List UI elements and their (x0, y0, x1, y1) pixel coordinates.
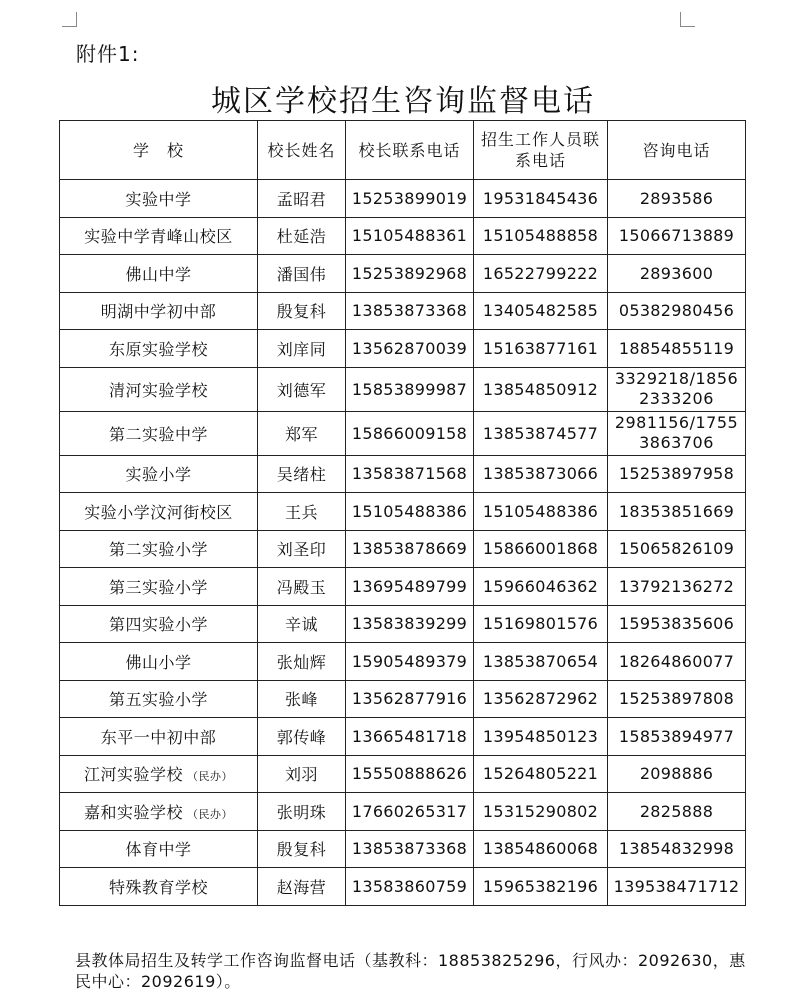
cell-school (60, 180, 258, 218)
cell-staff-phone: 13853870654 (474, 643, 608, 681)
cell-staff-phone: 13853874577 (474, 411, 608, 455)
table-row (60, 755, 746, 793)
school-name: 东平一中初中部 (100, 727, 217, 747)
cell-staff-phone: 15866001868 (474, 530, 608, 568)
school-name: 佛山小学 (125, 652, 192, 672)
cell-principal-phone: 13695489799 (346, 568, 474, 606)
cell-staff-phone: 15163877161 (474, 330, 608, 368)
cell-school (60, 755, 258, 793)
cell-principal: 张明珠 (258, 793, 346, 831)
school-name: 明湖中学初中部 (100, 302, 217, 322)
school-name: 实验小学汶河街校区 (84, 502, 233, 522)
table-row (60, 605, 746, 643)
cell-school (60, 330, 258, 368)
cell-school (60, 493, 258, 531)
cell-principal-phone: 13562877916 (346, 680, 474, 718)
cell-consult-phone: 15853894977 (608, 718, 746, 756)
cell-principal: 殷复科 (258, 292, 346, 330)
cell-consult-phone: 2981156/17553863706 (608, 411, 746, 455)
cell-principal: 刘羽 (258, 755, 346, 793)
cell-school (60, 530, 258, 568)
cell-school (60, 217, 258, 255)
cell-consult-phone: 15066713889 (608, 217, 746, 255)
school-name: 第二实验中学 (108, 424, 208, 444)
cell-school (60, 830, 258, 868)
cell-principal-phone: 15105488361 (346, 217, 474, 255)
school-name: 清河实验学校 (108, 380, 208, 400)
cell-school (60, 411, 258, 455)
cell-principal: 王兵 (258, 493, 346, 531)
cell-school (60, 793, 258, 831)
cell-staff-phone: 13853873066 (474, 455, 608, 493)
cell-staff-phone: 15105488386 (474, 493, 608, 531)
school-name: 东原实验学校 (108, 339, 208, 359)
cell-consult-phone: 13854832998 (608, 830, 746, 868)
school-note: （民办） (187, 807, 233, 821)
cell-staff-phone: 15169801576 (474, 605, 608, 643)
cell-school (60, 868, 258, 906)
table-row (60, 830, 746, 868)
cell-consult-phone: 139538471712 (608, 868, 746, 906)
header-principal: 校长姓名 (258, 121, 346, 180)
school-name: 体育中学 (125, 840, 192, 860)
school-name: 江河实验学校 (83, 765, 183, 785)
cell-staff-phone: 19531845436 (474, 180, 608, 218)
cell-consult-phone: 15253897958 (608, 455, 746, 493)
cell-principal: 孟昭君 (258, 180, 346, 218)
cell-consult-phone: 2893600 (608, 255, 746, 293)
contacts-table (59, 120, 746, 906)
table-row (60, 217, 746, 255)
cell-consult-phone: 2825888 (608, 793, 746, 831)
cell-principal: 辛诚 (258, 605, 346, 643)
cell-principal-phone: 13583839299 (346, 605, 474, 643)
cell-principal-phone: 13853878669 (346, 530, 474, 568)
cell-principal: 殷复科 (258, 830, 346, 868)
school-note: （民办） (187, 770, 233, 784)
header-staff-phone: 招生工作人员联系电话 (474, 121, 608, 180)
table-row (60, 330, 746, 368)
cell-school (60, 367, 258, 411)
school-name: 特殊教育学校 (108, 877, 208, 897)
table-row (60, 367, 746, 411)
cell-staff-phone: 16522799222 (474, 255, 608, 293)
header-principal-phone: 校长联系电话 (346, 121, 474, 180)
table-header-row (60, 121, 746, 180)
table-row (60, 793, 746, 831)
table-row (60, 718, 746, 756)
cell-consult-phone: 18854855119 (608, 330, 746, 368)
school-name: 第四实验小学 (108, 615, 208, 635)
cell-principal: 冯殿玉 (258, 568, 346, 606)
cell-principal-phone: 13562870039 (346, 330, 474, 368)
school-name: 佛山中学 (125, 264, 192, 284)
table-row (60, 530, 746, 568)
page-corner-mark-right (680, 12, 695, 27)
table-row (60, 292, 746, 330)
cell-principal: 吴绪柱 (258, 455, 346, 493)
cell-consult-phone: 18264860077 (608, 643, 746, 681)
cell-principal-phone: 13665481718 (346, 718, 474, 756)
cell-staff-phone: 13954850123 (474, 718, 608, 756)
cell-staff-phone: 15105488858 (474, 217, 608, 255)
cell-staff-phone: 13562872962 (474, 680, 608, 718)
school-name: 第三实验小学 (108, 577, 208, 597)
header-school: 学 校 (60, 121, 258, 180)
cell-principal-phone: 15550888626 (346, 755, 474, 793)
footer-note: 县教体局招生及转学工作咨询监督电话（基教科：18853825296，行风办：2092630，惠民中心：2092619）。 (75, 951, 746, 991)
table-row (60, 568, 746, 606)
cell-principal-phone: 13583860759 (346, 868, 474, 906)
cell-school (60, 255, 258, 293)
cell-staff-phone: 13854850912 (474, 367, 608, 411)
cell-principal-phone: 15866009158 (346, 411, 474, 455)
cell-principal-phone: 15253899019 (346, 180, 474, 218)
cell-school (60, 605, 258, 643)
cell-consult-phone: 2893586 (608, 180, 746, 218)
table-row (60, 455, 746, 493)
table-row (60, 180, 746, 218)
cell-consult-phone: 13792136272 (608, 568, 746, 606)
cell-principal: 郭传峰 (258, 718, 346, 756)
cell-principal: 张灿辉 (258, 643, 346, 681)
page-corner-mark-left (62, 12, 77, 27)
cell-staff-phone: 13405482585 (474, 292, 608, 330)
cell-principal: 刘德军 (258, 367, 346, 411)
table-row (60, 868, 746, 906)
table-row (60, 255, 746, 293)
cell-principal-phone: 13853873368 (346, 292, 474, 330)
cell-school (60, 568, 258, 606)
cell-consult-phone: 15253897808 (608, 680, 746, 718)
cell-principal-phone: 13853873368 (346, 830, 474, 868)
header-consult-phone: 咨询电话 (608, 121, 746, 180)
school-name: 嘉和实验学校 (83, 802, 183, 822)
cell-school (60, 680, 258, 718)
school-name: 实验中学青峰山校区 (84, 227, 233, 247)
cell-principal-phone: 13583871568 (346, 455, 474, 493)
table-row (60, 643, 746, 681)
cell-principal: 潘国伟 (258, 255, 346, 293)
cell-consult-phone: 05382980456 (608, 292, 746, 330)
cell-consult-phone: 3329218/18562333206 (608, 367, 746, 411)
cell-school (60, 455, 258, 493)
cell-consult-phone: 2098886 (608, 755, 746, 793)
cell-principal-phone: 15905489379 (346, 643, 474, 681)
school-name: 第二实验小学 (108, 540, 208, 560)
cell-principal: 张峰 (258, 680, 346, 718)
cell-school (60, 643, 258, 681)
cell-principal: 刘圣印 (258, 530, 346, 568)
table-row (60, 680, 746, 718)
school-name: 实验小学 (125, 465, 192, 485)
cell-consult-phone: 15953835606 (608, 605, 746, 643)
school-name: 实验中学 (125, 189, 192, 209)
cell-principal: 赵海营 (258, 868, 346, 906)
cell-principal-phone: 15853899987 (346, 367, 474, 411)
cell-staff-phone: 15264805221 (474, 755, 608, 793)
cell-principal: 杜延浩 (258, 217, 346, 255)
cell-staff-phone: 15315290802 (474, 793, 608, 831)
cell-school (60, 292, 258, 330)
cell-principal-phone: 15253892968 (346, 255, 474, 293)
cell-principal-phone: 17660265317 (346, 793, 474, 831)
cell-staff-phone: 13854860068 (474, 830, 608, 868)
cell-staff-phone: 15965382196 (474, 868, 608, 906)
cell-consult-phone: 15065826109 (608, 530, 746, 568)
school-name: 第五实验小学 (108, 690, 208, 710)
cell-staff-phone: 15966046362 (474, 568, 608, 606)
cell-consult-phone: 18353851669 (608, 493, 746, 531)
table-row (60, 411, 746, 455)
table-row (60, 493, 746, 531)
cell-principal-phone: 15105488386 (346, 493, 474, 531)
cell-principal: 刘庠同 (258, 330, 346, 368)
cell-school (60, 718, 258, 756)
page-title: 城区学校招生咨询监督电话 (211, 84, 595, 119)
attachment-label: 附件1: (76, 42, 140, 66)
cell-principal: 郑军 (258, 411, 346, 455)
